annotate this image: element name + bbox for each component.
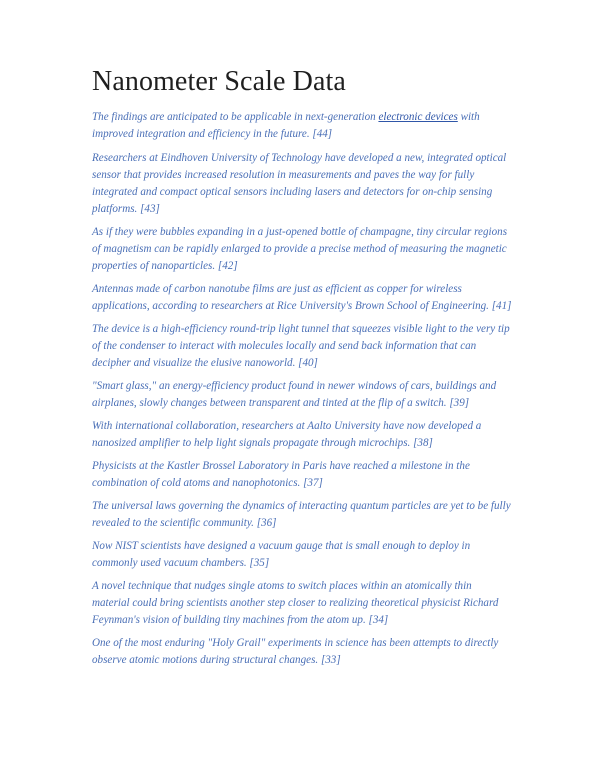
list-item: Researchers at Eindhoven University of Technology have developed a new, integrated optical sensor that provides increased resolution in measurements and paves the way for fully integrated and compact optical sensors including lasers and detectors for on-chip sensing platforms. [43] <box>92 152 507 215</box>
list-item: Now NIST scientists have designed a vacuum gauge that is small enough to deploy in commonly used vacuum chambers. [35] <box>92 540 471 569</box>
list-item: Physicists at the Kastler Brossel Laboratory in Paris have reached a milestone in the combination of cold atoms and nanophotonics. [37] <box>92 460 470 489</box>
list-item <box>92 109 512 143</box>
page-title: Nanometer Scale Data <box>92 66 346 97</box>
list-item: A novel technique that nudges single atoms to switch places within an atomically thin material could bring scientists another step closer to realizing theoretical physicist Richard Feynman's vision of building tiny machines from the atom up. [34] <box>92 580 499 626</box>
list-item: With international collaboration, researchers at Aalto University have now developed a nanosized amplifier to help light signals propagate through microchips. [38] <box>92 420 482 449</box>
list-item: "Smart glass," an energy-efficiency product found in newer windows of cars, buildings and airplanes, slowly changes between transparent and tinted at the flip of a switch. [39] <box>92 380 497 409</box>
electronic-devices-link[interactable]: electronic devices <box>378 111 458 123</box>
list-item: The universal laws governing the dynamics of interacting quantum particles are yet to be fully revealed to the scientific community. [36] <box>92 500 511 529</box>
entry-list <box>92 109 512 675</box>
entry-text: with improved integration and efficiency in the future. [44] <box>92 111 480 140</box>
list-item: The device is a high-efficiency round-trip light tunnel that squeezes visible light to the very tip of the condenser to interact with molecules locally and send back information that can decipher and visualize the elusive nanoworld. [40] <box>92 323 510 369</box>
list-item: Antennas made of carbon nanotube films are just as efficient as copper for wireless applications, according to researchers at Rice University's Brown School of Engineering. [41] <box>92 283 512 312</box>
list-item: As if they were bubbles expanding in a just-opened bottle of champagne, tiny circular regions of magnetism can be rapidly enlarged to provide a precise method of measuring the magnetic properties of nanoparticles. [42] <box>92 226 508 272</box>
list-item: One of the most enduring "Holy Grail" experiments in science has been attempts to directly observe atomic motions during structural changes. [33] <box>92 637 499 666</box>
entry-text: The findings are anticipated to be applicable in next-generation <box>92 111 379 123</box>
